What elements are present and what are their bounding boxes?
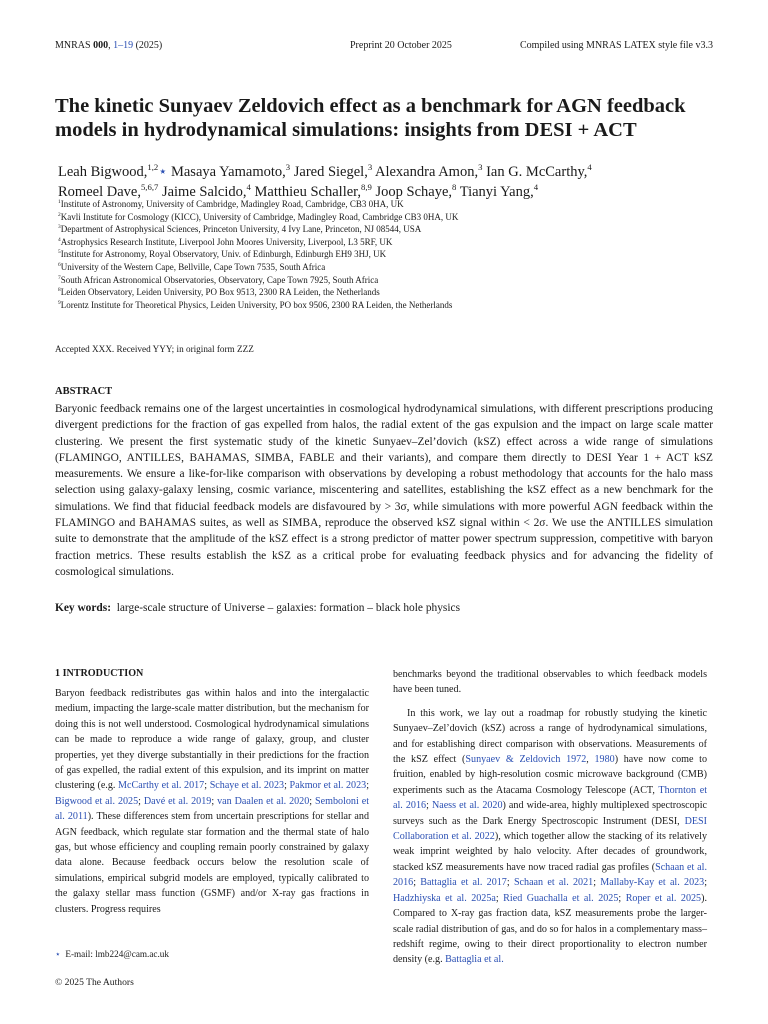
running-header (55, 40, 713, 54)
author-affil-sup: 3 (367, 162, 373, 173)
text-run: ; (366, 780, 369, 792)
citation-link[interactable]: DESI Collaboration et al. 2022 (393, 815, 707, 843)
text-run: ; (426, 800, 432, 812)
text-run: ; (309, 795, 316, 807)
affiliation-item (58, 274, 718, 287)
citation-link[interactable]: Schaan et al. 2021 (513, 877, 594, 889)
author-affil-sup: 3 (285, 162, 291, 173)
citation-link[interactable]: Hadzhiyska et al. 2025a (393, 892, 496, 904)
affiliation-number: 7 (58, 274, 61, 281)
citation-link[interactable]: 1980 (594, 754, 615, 766)
journal-citation: MNRAS 000, 1–19 (2025) (55, 40, 163, 51)
abstract-text: Baryonic feedback remains one of the largest uncertainties in cosmological hydrodynamical simulations, with different prescriptions producing divergent predictions for the fraction of gas expelled from halos, the radial extent of the gas expulsion and the impact on large scale matter clustering. We present the first systematic study of the kinetic Sunyaev–Zel’dovich (kSZ) effect across a wide range of simulations (FLAMINGO, ANTILLES, BAHAMAS, SIMBA, FABLE and their variants), and compare them directly to DESI Year 1 + ACT kSZ measurements. We ensure a like-for-like comparison with observations by developing a robust methodology that accounts for the halo mass selection using galaxy-galaxy lensing, cosmic variance, miscentering and satellites, establishing the kSZ effect as a new benchmark for the simulations. We find that fiducial feedback models are disfavoured by > 3σ, while simulations with more powerful AGN feedback within the FLAMINGO and BAHAMAS suites, as well as SIMBA, reproduce the observed kSZ signal within < 2σ. We use the ANTILLES simulation suite to demonstrate that the amplitude of the kSZ effect is a strong predictor of matter power spectrum suppression, competitive with baryon fraction metrics. These results establish the kSZ as a critical probe for evaluating feedback physics and for advancing the fidelity of cosmological simulations. (55, 403, 713, 578)
author-name: Jaime Salcido, (158, 184, 247, 200)
intro-paragraph-2 (393, 706, 707, 968)
text-run: ; (204, 780, 210, 792)
text-run: ; (413, 877, 421, 889)
affiliation-number: 6 (58, 261, 61, 268)
affiliation-item (58, 248, 718, 261)
affiliation-text: Kavli Institute for Cosmology (KICC), University of Cambridge, Madingley Road, Cambridge CB3 0HA, UK (60, 211, 459, 222)
affiliation-item (58, 211, 718, 224)
citation-link[interactable]: Semboloni et al. 2011 (55, 795, 370, 823)
affiliation-text: Astrophysics Research Institute, Liverpool John Moores University, Liverpool, L3 5RF, UK (60, 236, 393, 247)
affiliation-text: Department of Astrophysical Sciences, Princeton University, 4 Ivy Lane, Princeton, NJ 08544, USA (60, 224, 422, 235)
affiliation-text: Leiden Observatory, Leiden University, PO Box 9513, 2300 RA Leiden, the Netherlands (60, 287, 380, 298)
keywords-label: Key words: (55, 602, 111, 614)
intro-paragraph-1-continued: benchmarks beyond the traditional observables to which feedback models have been tuned. (393, 669, 707, 696)
affiliation-text: Institute of Astronomy, University of Cambridge, Madingley Road, Cambridge, CB3 0HA, UK (60, 199, 404, 209)
author-affil-sup: 8 (452, 182, 457, 193)
author-name: Ian G. McCarthy, (482, 164, 588, 180)
affiliation-text: Lorentz Institute for Theoretical Physics, Leiden University, PO box 9506, 2300 RA Leiden, the Netherlands (60, 299, 453, 310)
left-column (55, 686, 369, 917)
affiliation-item (58, 299, 718, 312)
affiliation-item (58, 261, 718, 274)
affiliation-number: 1 (58, 199, 61, 205)
citation-link[interactable]: Sunyaev & Zeldovich 1972 (465, 754, 587, 766)
abstract-heading: ABSTRACT (55, 386, 113, 397)
affiliation-text: Institute for Astronomy, Royal Observatory, Univ. of Edinburgh, Edinburgh EH9 3HJ, UK (60, 249, 387, 260)
author-name: Leah Bigwood, (58, 164, 148, 180)
author-affil-sup: 3 (478, 162, 483, 173)
author-affil-sup: 4 (246, 182, 251, 193)
text-run: ; (506, 877, 514, 889)
citation-link[interactable]: McCarthy et al. 2017 (118, 780, 205, 792)
affiliation-item (58, 198, 718, 211)
citation-link[interactable]: Battaglia et al. (445, 954, 504, 966)
author-name: Masaya Yamamoto, (167, 164, 286, 180)
author-affil-sup: 4 (587, 162, 592, 173)
style-file-note: Compiled using MNRAS LATEX style file v3.3 (519, 40, 713, 51)
footnote-star-icon[interactable]: ⋆ (158, 164, 168, 180)
text-run: ; (211, 795, 218, 807)
author-name: Alexandra Amon, (372, 164, 479, 180)
citation-link[interactable]: van Daalen et al. 2020 (217, 795, 310, 807)
affiliation-number: 2 (58, 211, 61, 218)
text-run: In this work, we lay out a roadmap for robustly studying the kinetic Sunyaev–Zel’dovich (kSZ) across a range of hydrodynamical simulations, and for establishing direct comparison with observations. Measurements of the kSZ effect ( (393, 707, 707, 766)
footnote-star-icon: ⋆ (55, 949, 61, 959)
citation-link[interactable]: Pakmor et al. 2023 (289, 780, 367, 792)
affiliation-text: South African Astronomical Observatories, Observatory, Cape Town 7925, South Africa (60, 274, 379, 285)
author-name: Tianyi Yang, (456, 184, 534, 200)
citation-link[interactable]: Ried Guachalla et al. 2025 (503, 892, 619, 904)
affiliation-number: 5 (58, 249, 61, 256)
author-list (58, 162, 718, 202)
right-column (393, 667, 707, 968)
citation-link[interactable]: Schaan et al. 2016 (393, 861, 707, 889)
text-run: ; (704, 877, 708, 889)
text-run: Baryon feedback redistributes gas within halos and into the intergalactic medium, impacting the large-scale matter distribution, but the mechanism for doing this is not well understood. Cosmological hydrodynamical simulations can be made to reproduce a wide range of galaxy, group, and cluster properties, yet they diverge substantially in their predictions for the fraction of gas expelled, the radial extent of this expulsion, and its imprint on matter clustering (e.g. (55, 688, 369, 792)
footnote (55, 949, 169, 960)
accepted-line: Accepted XXX. Received YYY; in original form ZZZ (55, 344, 254, 354)
affiliation-number: 9 (58, 299, 61, 306)
affiliation-number: 8 (58, 287, 61, 294)
author-name: Matthieu Schaller, (250, 184, 362, 200)
intro-paragraph-1 (55, 686, 369, 917)
citation-link[interactable]: Thornton et al. 2016 (393, 784, 707, 812)
text-run: ; (593, 877, 601, 889)
copyright: © 2025 The Authors (55, 977, 134, 988)
author-name: Jared Siegel, (290, 164, 368, 180)
text-run: ), which together allow the stacking of its relatively weak imprint weighted by halo velocity. After decades of groundwork, stacked kSZ measurements have now traced radial gas profiles ( (393, 831, 707, 873)
text-run: ; (138, 795, 144, 807)
citation-link[interactable]: Roper et al. 2025 (625, 892, 702, 904)
affiliation-item (58, 236, 718, 249)
footnote-email: E-mail: lmb224@cam.ac.uk (65, 949, 169, 959)
text-run: ) have now come to fruition, enabled by high-resolution cosmic microwave background (CMB) experiments such as the Atacama Cosmology Telescope (ACT, (393, 754, 708, 796)
author-affil-sup: 1,2 (147, 162, 159, 173)
affiliation-text: University of the Western Cape, Bellville, Cape Town 7535, South Africa (60, 261, 326, 272)
text-run: ; (495, 892, 504, 904)
text-run: ; (618, 892, 626, 904)
paper-title: The kinetic Sunyaev Zeldovich effect as a benchmark for AGN feedback models in hydrodynamical simulations: insights from DESI + ACT (55, 95, 686, 141)
section-heading-introduction: 1 INTRODUCTION (55, 668, 144, 679)
citation-link[interactable]: Battaglia et al. 2017 (420, 877, 507, 889)
author-affil-sup: 8,9 (361, 182, 372, 193)
affiliation-item (58, 223, 718, 236)
keywords (55, 602, 713, 614)
text-run: , (586, 754, 595, 766)
citation-link[interactable]: Schaye et al. 2023 (209, 780, 285, 792)
text-run: ). These differences stem from uncertain prescriptions for stellar and AGN feedback, which regulate star formation and the thermal state of halo gas, but whose efficiency and coupling remain poorly constrained by galaxy data alone. Because feedback occurs below the resolution scale of simulations, empirical subgrid models are employed, typically calibrated to the galaxy stellar mass function (GSMF) and/or X-ray gas fractions in clusters. Progress requires (55, 811, 369, 915)
preprint-date: Preprint 20 October 2025 (350, 40, 452, 51)
affiliation-number: 4 (58, 236, 61, 243)
text-run: ) and wide-area, highly multiplexed spectroscopic surveys such as the Dark Energy Spectroscopic Instrument (DESI, (393, 800, 708, 827)
author-name: Romeel Dave, (58, 184, 141, 200)
text-run: ). Compared to X-ray gas fraction data, kSZ measurements probe the larger-scale radial distribution of gas, and do so for halos in a complementary mass–redshift regime, owing to their direct proportionality to electron number density (e.g. (393, 892, 707, 966)
page-range-link[interactable]: 1–19 (113, 40, 134, 51)
author-affil-sup: 5,6,7 (140, 182, 159, 193)
text-run: ; (284, 780, 290, 792)
author-affil-sup: 4 (533, 182, 539, 193)
author-name: Joop Schaye, (371, 184, 453, 200)
affiliation-list (58, 198, 718, 311)
citation-link[interactable]: Davé et al. 2019 (143, 795, 212, 807)
keywords-text: large-scale structure of Universe – galaxies: formation – black hole physics (116, 602, 460, 614)
citation-link[interactable]: Mallaby-Kay et al. 2023 (600, 877, 705, 889)
affiliation-item (58, 286, 718, 299)
affiliation-number: 3 (58, 224, 61, 231)
citation-link[interactable]: Naess et al. 2020 (431, 800, 503, 812)
citation-link[interactable]: Bigwood et al. 2025 (55, 795, 139, 807)
